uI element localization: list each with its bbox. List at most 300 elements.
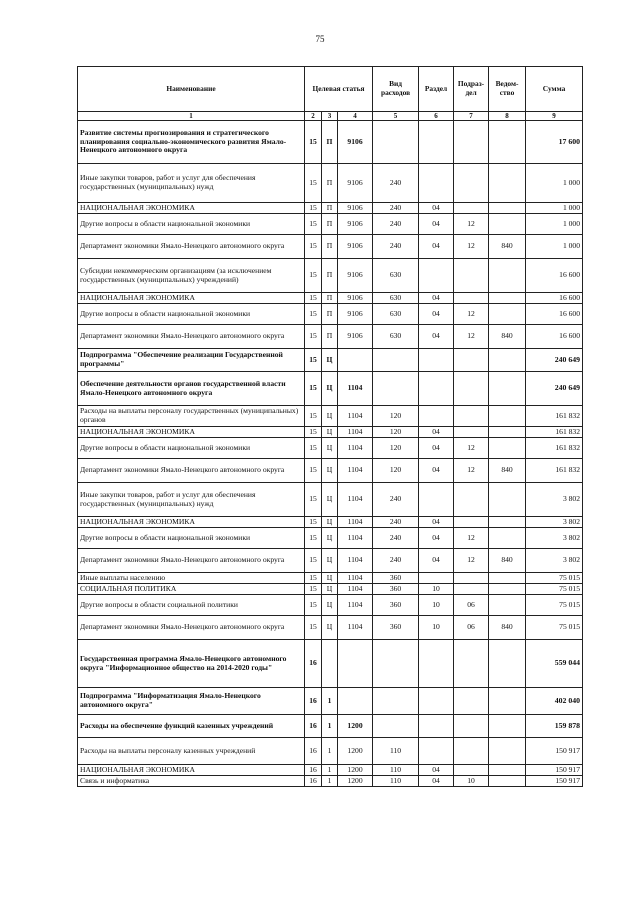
expense-type-code: 240 xyxy=(373,549,419,573)
expense-type-code: 120 xyxy=(373,406,419,427)
subsection-code xyxy=(454,640,489,688)
target-program-code: 15 xyxy=(305,203,322,214)
target-item-code xyxy=(338,640,373,688)
target-item-code: 1200 xyxy=(338,715,373,738)
section-code: 04 xyxy=(419,549,454,573)
target-item-code: 9106 xyxy=(338,304,373,325)
section-code: 04 xyxy=(419,517,454,528)
section-code xyxy=(419,121,454,164)
target-subprogram-code: Ц xyxy=(322,372,338,406)
table-row xyxy=(78,573,583,584)
target-item-code xyxy=(338,688,373,715)
subsection-code xyxy=(454,427,489,438)
expense-type-code: 240 xyxy=(373,235,419,259)
column-number: 9 xyxy=(526,112,583,121)
department-code xyxy=(489,765,526,776)
subsection-code: 12 xyxy=(454,459,489,483)
section-code: 04 xyxy=(419,776,454,787)
expense-type-code: 120 xyxy=(373,438,419,459)
target-item-code: 1104 xyxy=(338,372,373,406)
row-sum: 1 000 xyxy=(526,164,583,203)
table-row xyxy=(78,214,583,235)
expense-type-code: 630 xyxy=(373,325,419,349)
target-subprogram-code: Ц xyxy=(322,459,338,483)
target-subprogram-code: Ц xyxy=(322,483,338,517)
row-name: Другие вопросы в области социальной политики xyxy=(78,595,305,616)
expense-type-code: 630 xyxy=(373,259,419,293)
table-row xyxy=(78,528,583,549)
row-sum: 150 917 xyxy=(526,776,583,787)
expense-type-code: 110 xyxy=(373,776,419,787)
target-program-code: 15 xyxy=(305,372,322,406)
row-name: Субсидии некоммерческим организациям (за исключением государственных (муниципальных) учреждений) xyxy=(78,259,305,293)
row-name: Подпрограмма "Обеспечение реализации Государственной программы" xyxy=(78,349,305,372)
expense-type-code xyxy=(373,121,419,164)
target-subprogram-code: Ц xyxy=(322,517,338,528)
subsection-code xyxy=(454,738,489,765)
section-code: 04 xyxy=(419,528,454,549)
row-name: НАЦИОНАЛЬНАЯ ЭКОНОМИКА xyxy=(78,427,305,438)
row-name: Расходы на выплаты персоналу государственных (муниципальных) органов xyxy=(78,406,305,427)
subsection-code: 12 xyxy=(454,549,489,573)
section-code xyxy=(419,640,454,688)
target-program-code: 15 xyxy=(305,584,322,595)
row-sum: 240 649 xyxy=(526,372,583,406)
department-code: 840 xyxy=(489,549,526,573)
target-subprogram-code: Ц xyxy=(322,595,338,616)
section-code: 04 xyxy=(419,765,454,776)
subsection-code xyxy=(454,483,489,517)
section-code xyxy=(419,164,454,203)
section-code: 04 xyxy=(419,235,454,259)
header-target: Целевая статья xyxy=(305,67,373,112)
row-sum: 161 832 xyxy=(526,406,583,427)
row-sum: 402 040 xyxy=(526,688,583,715)
target-subprogram-code: П xyxy=(322,121,338,164)
table-row xyxy=(78,235,583,259)
row-name: Департамент экономики Ямало-Ненецкого автономного округа xyxy=(78,235,305,259)
row-sum: 1 000 xyxy=(526,214,583,235)
subsection-code: 12 xyxy=(454,438,489,459)
row-name: НАЦИОНАЛЬНАЯ ЭКОНОМИКА xyxy=(78,203,305,214)
department-code: 840 xyxy=(489,459,526,483)
row-sum: 159 878 xyxy=(526,715,583,738)
row-sum: 3 802 xyxy=(526,483,583,517)
subsection-code xyxy=(454,584,489,595)
table-row xyxy=(78,517,583,528)
subsection-code xyxy=(454,203,489,214)
expense-type-code xyxy=(373,688,419,715)
section-code: 04 xyxy=(419,293,454,304)
row-name: СОЦИАЛЬНАЯ ПОЛИТИКА xyxy=(78,584,305,595)
target-subprogram-code: Ц xyxy=(322,584,338,595)
column-number: 7 xyxy=(454,112,489,121)
row-name: Департамент экономики Ямало-Ненецкого автономного округа xyxy=(78,459,305,483)
table-row xyxy=(78,595,583,616)
target-item-code: 1104 xyxy=(338,483,373,517)
row-name: Подпрограмма "Информатизация Ямало-Ненецкого автономного округа" xyxy=(78,688,305,715)
target-subprogram-code: П xyxy=(322,293,338,304)
target-program-code: 15 xyxy=(305,483,322,517)
section-code xyxy=(419,259,454,293)
subsection-code: 10 xyxy=(454,776,489,787)
row-sum: 75 015 xyxy=(526,573,583,584)
table-row xyxy=(78,203,583,214)
table-row xyxy=(78,304,583,325)
expense-type-code: 630 xyxy=(373,293,419,304)
target-item-code: 1104 xyxy=(338,573,373,584)
column-number: 2 xyxy=(305,112,322,121)
subsection-code xyxy=(454,765,489,776)
row-name: Связь и информатика xyxy=(78,776,305,787)
row-sum: 150 917 xyxy=(526,765,583,776)
table-row xyxy=(78,459,583,483)
row-name: Государственная программа Ямало-Ненецкого автономного округа "Информационное общество на 2014-2020 годы" xyxy=(78,640,305,688)
target-program-code: 15 xyxy=(305,616,322,640)
subsection-code: 12 xyxy=(454,214,489,235)
row-name: Другие вопросы в области национальной экономики xyxy=(78,438,305,459)
target-subprogram-code: Ц xyxy=(322,528,338,549)
target-program-code: 15 xyxy=(305,235,322,259)
column-number: 3 xyxy=(322,112,338,121)
section-code xyxy=(419,688,454,715)
subsection-code xyxy=(454,372,489,406)
expense-type-code: 360 xyxy=(373,595,419,616)
header-name: Наименование xyxy=(78,67,305,112)
department-code xyxy=(489,203,526,214)
expense-type-code: 120 xyxy=(373,459,419,483)
expense-type-code: 240 xyxy=(373,517,419,528)
subsection-code: 12 xyxy=(454,235,489,259)
expense-type-code xyxy=(373,715,419,738)
target-subprogram-code: 1 xyxy=(322,776,338,787)
department-code xyxy=(489,517,526,528)
target-subprogram-code: 1 xyxy=(322,738,338,765)
row-sum: 1 000 xyxy=(526,203,583,214)
column-number-row xyxy=(78,112,583,121)
section-code xyxy=(419,483,454,517)
target-program-code: 15 xyxy=(305,121,322,164)
expense-type-code: 240 xyxy=(373,214,419,235)
row-name: Расходы на обеспечение функций казенных учреждений xyxy=(78,715,305,738)
row-name: Расходы на выплаты персоналу казенных учреждений xyxy=(78,738,305,765)
target-subprogram-code: Ц xyxy=(322,549,338,573)
row-name: Иные закупки товаров, работ и услуг для обеспечения государственных (муниципальных) нужд xyxy=(78,164,305,203)
row-sum: 3 802 xyxy=(526,549,583,573)
table-row xyxy=(78,584,583,595)
table-row xyxy=(78,121,583,164)
section-code: 04 xyxy=(419,438,454,459)
expense-type-code: 110 xyxy=(373,738,419,765)
target-program-code: 15 xyxy=(305,304,322,325)
department-code xyxy=(489,738,526,765)
row-sum: 1 000 xyxy=(526,235,583,259)
department-code xyxy=(489,528,526,549)
subsection-code xyxy=(454,517,489,528)
target-program-code: 15 xyxy=(305,459,322,483)
target-subprogram-code: П xyxy=(322,259,338,293)
section-code xyxy=(419,406,454,427)
subsection-code: 12 xyxy=(454,304,489,325)
expense-type-code: 240 xyxy=(373,164,419,203)
target-program-code: 15 xyxy=(305,573,322,584)
target-program-code: 16 xyxy=(305,640,322,688)
table-row xyxy=(78,372,583,406)
expense-type-code xyxy=(373,349,419,372)
department-code: 840 xyxy=(489,616,526,640)
row-name: Другие вопросы в области национальной экономики xyxy=(78,214,305,235)
row-name: НАЦИОНАЛЬНАЯ ЭКОНОМИКА xyxy=(78,293,305,304)
subsection-code xyxy=(454,715,489,738)
table-row xyxy=(78,164,583,203)
target-program-code: 16 xyxy=(305,776,322,787)
row-name: Иные закупки товаров, работ и услуг для обеспечения государственных (муниципальных) нужд xyxy=(78,483,305,517)
table-row xyxy=(78,406,583,427)
target-item-code: 9106 xyxy=(338,214,373,235)
section-code: 04 xyxy=(419,203,454,214)
target-program-code: 15 xyxy=(305,528,322,549)
department-code xyxy=(489,640,526,688)
subsection-code xyxy=(454,121,489,164)
section-code xyxy=(419,372,454,406)
row-name: Обеспечение деятельности органов государственной власти Ямало-Ненецкого автономного округа xyxy=(78,372,305,406)
department-code xyxy=(489,715,526,738)
target-subprogram-code: Ц xyxy=(322,406,338,427)
subsection-code: 06 xyxy=(454,616,489,640)
target-program-code: 16 xyxy=(305,715,322,738)
target-item-code: 9106 xyxy=(338,259,373,293)
row-sum: 3 802 xyxy=(526,517,583,528)
expense-type-code xyxy=(373,372,419,406)
target-program-code: 15 xyxy=(305,325,322,349)
row-sum: 3 802 xyxy=(526,528,583,549)
department-code xyxy=(489,164,526,203)
target-program-code: 16 xyxy=(305,738,322,765)
row-name: Департамент экономики Ямало-Ненецкого автономного округа xyxy=(78,325,305,349)
target-program-code: 15 xyxy=(305,595,322,616)
target-item-code: 9106 xyxy=(338,164,373,203)
target-item-code: 1104 xyxy=(338,528,373,549)
row-name: Другие вопросы в области национальной экономики xyxy=(78,528,305,549)
expense-type-code: 120 xyxy=(373,427,419,438)
target-item-code: 1104 xyxy=(338,438,373,459)
column-number: 8 xyxy=(489,112,526,121)
target-item-code: 1104 xyxy=(338,595,373,616)
header-expense-type: Вид расходов xyxy=(373,67,419,112)
department-code xyxy=(489,483,526,517)
target-item-code: 9106 xyxy=(338,121,373,164)
department-code: 840 xyxy=(489,325,526,349)
target-item-code: 9106 xyxy=(338,293,373,304)
target-item-code: 1200 xyxy=(338,776,373,787)
budget-table xyxy=(77,66,583,787)
row-sum: 16 600 xyxy=(526,293,583,304)
target-item-code: 9106 xyxy=(338,203,373,214)
target-program-code: 15 xyxy=(305,164,322,203)
department-code xyxy=(489,214,526,235)
subsection-code: 12 xyxy=(454,528,489,549)
target-item-code xyxy=(338,349,373,372)
department-code xyxy=(489,595,526,616)
row-sum: 161 832 xyxy=(526,438,583,459)
target-item-code: 1104 xyxy=(338,584,373,595)
table-row xyxy=(78,349,583,372)
row-sum: 16 600 xyxy=(526,325,583,349)
target-program-code: 15 xyxy=(305,549,322,573)
table-row xyxy=(78,765,583,776)
target-program-code: 15 xyxy=(305,293,322,304)
target-item-code: 9106 xyxy=(338,235,373,259)
expense-type-code xyxy=(373,640,419,688)
row-sum: 16 600 xyxy=(526,304,583,325)
target-program-code: 15 xyxy=(305,259,322,293)
row-name: Департамент экономики Ямало-Ненецкого автономного округа xyxy=(78,616,305,640)
target-program-code: 15 xyxy=(305,349,322,372)
row-sum: 75 015 xyxy=(526,616,583,640)
target-item-code: 1104 xyxy=(338,517,373,528)
table-row xyxy=(78,738,583,765)
target-item-code: 1104 xyxy=(338,406,373,427)
target-program-code: 15 xyxy=(305,427,322,438)
department-code xyxy=(489,372,526,406)
target-subprogram-code: Ц xyxy=(322,427,338,438)
row-name: Департамент экономики Ямало-Ненецкого автономного округа xyxy=(78,549,305,573)
table-row xyxy=(78,688,583,715)
target-subprogram-code: П xyxy=(322,203,338,214)
section-code: 04 xyxy=(419,427,454,438)
table-row xyxy=(78,293,583,304)
section-code: 04 xyxy=(419,214,454,235)
department-code: 840 xyxy=(489,235,526,259)
row-sum: 161 832 xyxy=(526,427,583,438)
table-row xyxy=(78,715,583,738)
expense-type-code: 360 xyxy=(373,616,419,640)
target-subprogram-code: 1 xyxy=(322,715,338,738)
section-code: 10 xyxy=(419,584,454,595)
target-subprogram-code xyxy=(322,640,338,688)
expense-type-code: 240 xyxy=(373,483,419,517)
subsection-code xyxy=(454,293,489,304)
section-code: 04 xyxy=(419,304,454,325)
table-row xyxy=(78,616,583,640)
section-code: 10 xyxy=(419,616,454,640)
department-code xyxy=(489,573,526,584)
target-subprogram-code: Ц xyxy=(322,438,338,459)
target-program-code: 16 xyxy=(305,688,322,715)
table-row xyxy=(78,549,583,573)
row-name: НАЦИОНАЛЬНАЯ ЭКОНОМИКА xyxy=(78,517,305,528)
subsection-code: 12 xyxy=(454,325,489,349)
target-subprogram-code: П xyxy=(322,325,338,349)
row-name: Другие вопросы в области национальной экономики xyxy=(78,304,305,325)
expense-type-code: 360 xyxy=(373,573,419,584)
department-code xyxy=(489,688,526,715)
target-program-code: 16 xyxy=(305,765,322,776)
column-number: 1 xyxy=(78,112,305,121)
target-item-code: 1200 xyxy=(338,765,373,776)
section-code xyxy=(419,349,454,372)
expense-type-code: 110 xyxy=(373,765,419,776)
department-code xyxy=(489,438,526,459)
target-item-code: 1104 xyxy=(338,459,373,483)
target-subprogram-code: П xyxy=(322,235,338,259)
target-subprogram-code: П xyxy=(322,164,338,203)
row-sum: 75 015 xyxy=(526,584,583,595)
section-code: 10 xyxy=(419,595,454,616)
row-sum: 240 649 xyxy=(526,349,583,372)
department-code xyxy=(489,121,526,164)
section-code xyxy=(419,573,454,584)
subsection-code xyxy=(454,259,489,293)
header-department: Ведом-ство xyxy=(489,67,526,112)
expense-type-code: 630 xyxy=(373,304,419,325)
subsection-code xyxy=(454,573,489,584)
target-subprogram-code: Ц xyxy=(322,573,338,584)
department-code xyxy=(489,349,526,372)
expense-type-code: 360 xyxy=(373,584,419,595)
table-header xyxy=(78,67,583,121)
section-code: 04 xyxy=(419,459,454,483)
department-code xyxy=(489,293,526,304)
header-section: Раздел xyxy=(419,67,454,112)
row-name: Иные выплаты населению xyxy=(78,573,305,584)
section-code xyxy=(419,738,454,765)
table-row xyxy=(78,325,583,349)
row-name: НАЦИОНАЛЬНАЯ ЭКОНОМИКА xyxy=(78,765,305,776)
column-number: 6 xyxy=(419,112,454,121)
target-subprogram-code: П xyxy=(322,214,338,235)
department-code xyxy=(489,304,526,325)
target-subprogram-code: 1 xyxy=(322,765,338,776)
header-sum: Сумма xyxy=(526,67,583,112)
subsection-code xyxy=(454,406,489,427)
target-item-code: 9106 xyxy=(338,325,373,349)
department-code xyxy=(489,776,526,787)
column-number: 5 xyxy=(373,112,419,121)
target-item-code: 1104 xyxy=(338,616,373,640)
page-number: 75 xyxy=(315,34,325,44)
row-sum: 150 917 xyxy=(526,738,583,765)
target-program-code: 15 xyxy=(305,214,322,235)
target-subprogram-code: 1 xyxy=(322,688,338,715)
target-subprogram-code: Ц xyxy=(322,616,338,640)
table-row xyxy=(78,483,583,517)
department-code xyxy=(489,427,526,438)
row-sum: 559 044 xyxy=(526,640,583,688)
department-code xyxy=(489,406,526,427)
department-code xyxy=(489,584,526,595)
row-sum: 16 600 xyxy=(526,259,583,293)
row-sum: 161 832 xyxy=(526,459,583,483)
subsection-code xyxy=(454,688,489,715)
target-program-code: 15 xyxy=(305,517,322,528)
table-row xyxy=(78,776,583,787)
target-program-code: 15 xyxy=(305,406,322,427)
department-code xyxy=(489,259,526,293)
subsection-code xyxy=(454,164,489,203)
table-row xyxy=(78,259,583,293)
target-subprogram-code: П xyxy=(322,304,338,325)
section-code xyxy=(419,715,454,738)
row-sum: 17 600 xyxy=(526,121,583,164)
section-code: 04 xyxy=(419,325,454,349)
table-body xyxy=(78,121,583,787)
row-name: Развитие системы прогнозирования и стратегического планирования социально-экономического развития Ямало-Ненецкого автономного округа xyxy=(78,121,305,164)
expense-type-code: 240 xyxy=(373,528,419,549)
target-subprogram-code: Ц xyxy=(322,349,338,372)
target-item-code: 1104 xyxy=(338,549,373,573)
header-subsection: Подраз-дел xyxy=(454,67,489,112)
